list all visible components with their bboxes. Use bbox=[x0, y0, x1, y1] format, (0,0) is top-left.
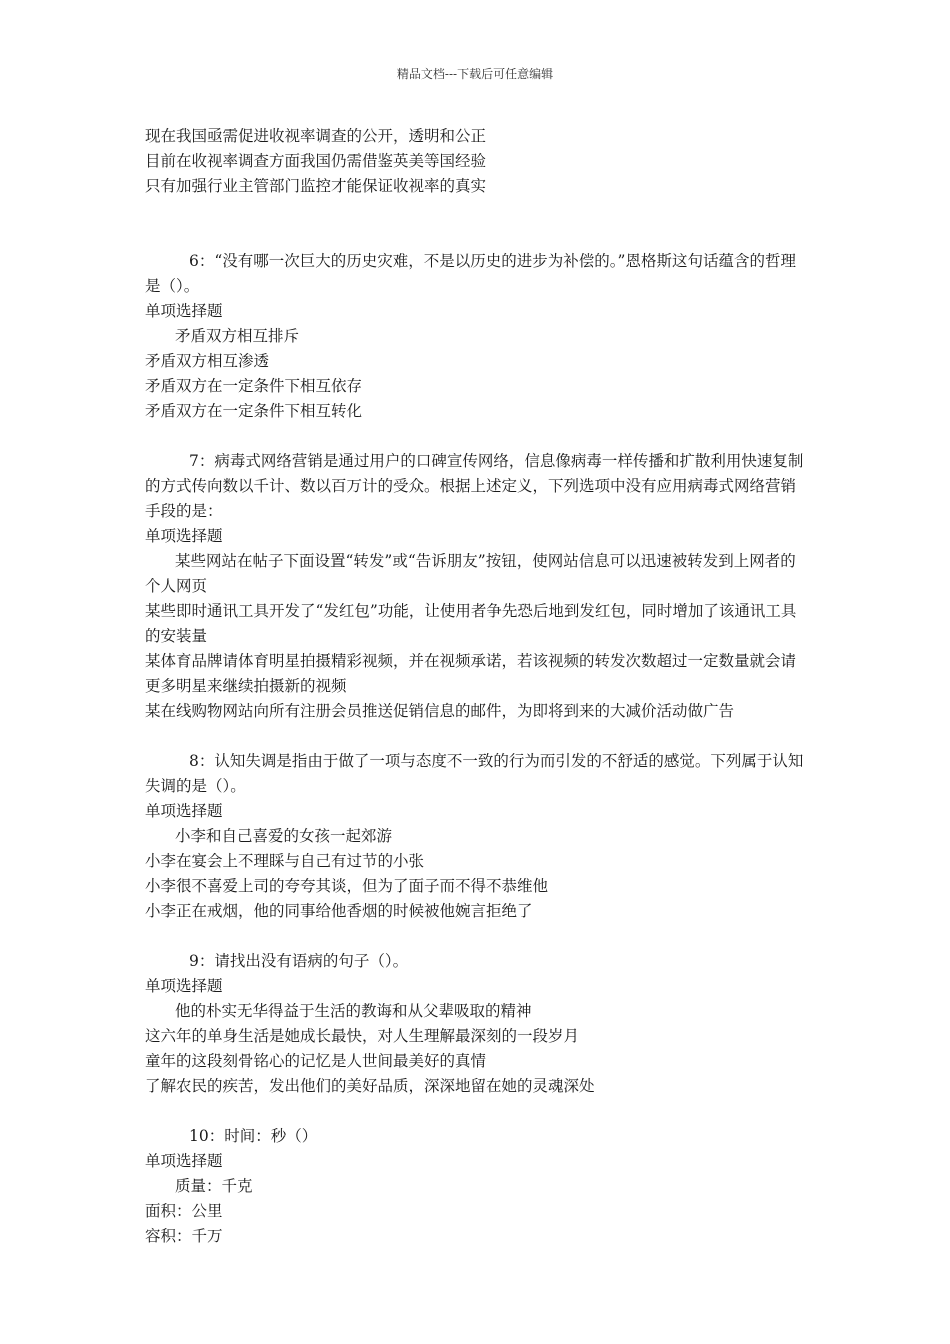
option-item: 矛盾双方相互排斥 bbox=[175, 327, 300, 345]
question-stem: 6：“没有哪一次巨大的历史灾难，不是以历史的进步为补偿的。”恩格斯这句话蕴含的哲理是（）。 bbox=[145, 252, 796, 295]
question-stem: 7：病毒式网络营销是通过用户的口碑宣传网络，信息像病毒一样传播和扩散利用快速复制的方式传向数以千计、数以百万计的受众。根据上述定义，下列选项中没有应用病毒式网络营销手段的是： bbox=[145, 452, 804, 520]
option-item: 小李和自己喜爱的女孩一起郊游 bbox=[175, 827, 393, 845]
question-9 bbox=[145, 949, 810, 1099]
option-item: 了解农民的疾苦，发出他们的美好品质，深深地留在她的灵魂深处 bbox=[145, 1077, 595, 1095]
page-header: 精品文档---下载后可任意编辑 bbox=[396, 67, 554, 81]
question-type: 单项选择题 bbox=[145, 802, 223, 820]
option-item: 小李正在戒烟，他的同事给他香烟的时候被他婉言拒绝了 bbox=[145, 902, 533, 920]
option-item: 某些网站在帖子下面设置“转发”或“告诉朋友”按钮，使网站信息可以迅速被转发到上网者的个人网页 bbox=[145, 552, 796, 595]
question-stem: 9：请找出没有语病的句子（）。 bbox=[189, 952, 409, 970]
intro-options bbox=[145, 124, 810, 199]
question-8 bbox=[145, 749, 810, 924]
option-item: 某些即时通讯工具开发了“发红包”功能，让使用者争先恐后地到发红包，同时增加了该通讯工具的安装量 bbox=[145, 602, 797, 645]
question-stem: 8：认知失调是指由于做了一项与态度不一致的行为而引发的不舒适的感觉。下列属于认知失调的是（）。 bbox=[145, 752, 804, 795]
question-stem: 10：时间：秒（） bbox=[189, 1127, 318, 1145]
option-item: 面积：公里 bbox=[145, 1202, 223, 1220]
question-6 bbox=[145, 249, 810, 424]
question-type: 单项选择题 bbox=[145, 977, 223, 995]
document-body bbox=[145, 124, 810, 1249]
question-7 bbox=[145, 449, 810, 724]
option-item: 质量：千克 bbox=[175, 1177, 253, 1195]
option-item: 他的朴实无华得益于生活的教诲和从父辈吸取的精神 bbox=[175, 1002, 532, 1020]
option-item: 目前在收视率调查方面我国仍需借鉴英美等国经验 bbox=[145, 152, 487, 170]
option-item: 矛盾双方在一定条件下相互转化 bbox=[145, 402, 363, 420]
question-type: 单项选择题 bbox=[145, 527, 223, 545]
question-type: 单项选择题 bbox=[145, 302, 223, 320]
option-item: 小李在宴会上不理睬与自己有过节的小张 bbox=[145, 852, 425, 870]
option-item: 这六年的单身生活是她成长最快，对人生理解最深刻的一段岁月 bbox=[145, 1027, 580, 1045]
option-item: 某在线购物网站向所有注册会员推送促销信息的邮件，为即将到来的大减价活动做广告 bbox=[145, 702, 735, 720]
option-item: 矛盾双方在一定条件下相互依存 bbox=[145, 377, 363, 395]
option-item: 现在我国亟需促进收视率调查的公开，透明和公正 bbox=[145, 127, 487, 145]
option-item: 小李很不喜爱上司的夸夸其谈，但为了面子而不得不恭维他 bbox=[145, 877, 549, 895]
option-item: 矛盾双方相互渗透 bbox=[145, 352, 270, 370]
question-10 bbox=[145, 1124, 810, 1249]
option-item: 只有加强行业主管部门监控才能保证收视率的真实 bbox=[145, 177, 487, 195]
option-item: 童年的这段刻骨铭心的记忆是人世间最美好的真情 bbox=[145, 1052, 487, 1070]
question-type: 单项选择题 bbox=[145, 1152, 223, 1170]
option-item: 容积：千万 bbox=[145, 1227, 223, 1245]
option-item: 某体育品牌请体育明星拍摄精彩视频，并在视频承诺，若该视频的转发次数超过一定数量就会请更多明星来继续拍摄新的视频 bbox=[145, 652, 797, 695]
